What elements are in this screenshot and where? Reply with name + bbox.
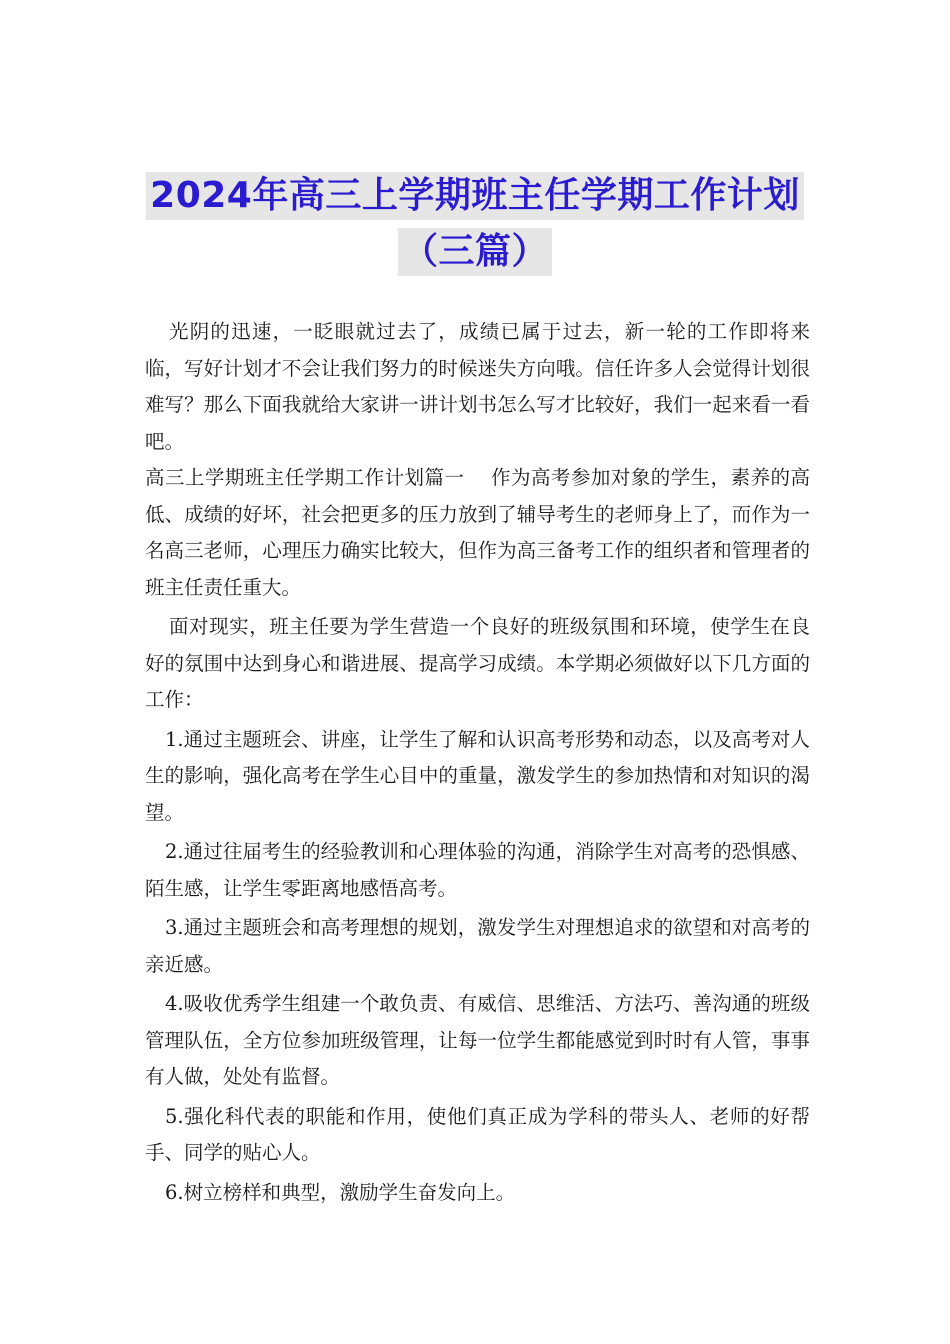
list-item: 4.吸收优秀学生组建一个敢负责、有威信、思维活、方法巧、善沟通的班级管理队伍，全方位参加班级管理，让每一位学生都能感觉到时时有人管，事事有人做，处处有监督。 [145,992,810,1088]
list-item: 1.通过主题班会、讲座，让学生了解和认识高考形势和动态，以及高考对人生的影响，强化高考在学生心目中的重量，激发学生的参加热情和对知识的渴望。 [145,727,810,824]
section-heading-paragraph: 高三上学期班主任学期工作计划篇一 作为高考参加对象的学生，素养的高低、成绩的好坏，社会把更多的压力放到了辅导考生的老师身上了，而作为一名高三老师，心理压力确实比较大，但作为高三备考工作的组织者和管理者的班主任责任重大。 [145,466,810,599]
list-item: 6.树立榜样和典型，激励学生奋发向上。 [165,1180,516,1204]
document-title [140,172,810,284]
list-item: 5.强化科代表的职能和作用，使他们真正成为学科的带头人、老师的好帮手、同学的贴心人。 [145,1104,810,1164]
body-paragraph: 面对现实，班主任要为学生营造一个良好的班级氛围和环境，使学生在良好的氛围中达到身心和谐进展、提高学习成绩。本学期必须做好以下几方面的工作： [145,615,810,711]
document-body [145,314,810,1211]
list-item: 3.通过主题班会和高考理想的规划，激发学生对理想追求的欲望和对高考的亲近感。 [145,916,810,976]
title-line-2: （三篇） [398,228,552,276]
intro-paragraph: 光阴的迅速，一眨眼就过去了，成绩已属于过去，新一轮的工作即将来临，写好计划才不会让我们努力的时候迷失方向哦。信任许多人会觉得计划很难写？那么下面我就给大家讲一讲计划书怎么写才比较好，我们一起来看一看吧。 [145,320,810,453]
title-line-1: 2024年高三上学期班主任学期工作计划 [146,172,804,220]
list-item: 2.通过往届考生的经验教训和心理体验的沟通，消除学生对高考的恐惧感、陌生感，让学生零距离地感悟高考。 [145,840,810,900]
